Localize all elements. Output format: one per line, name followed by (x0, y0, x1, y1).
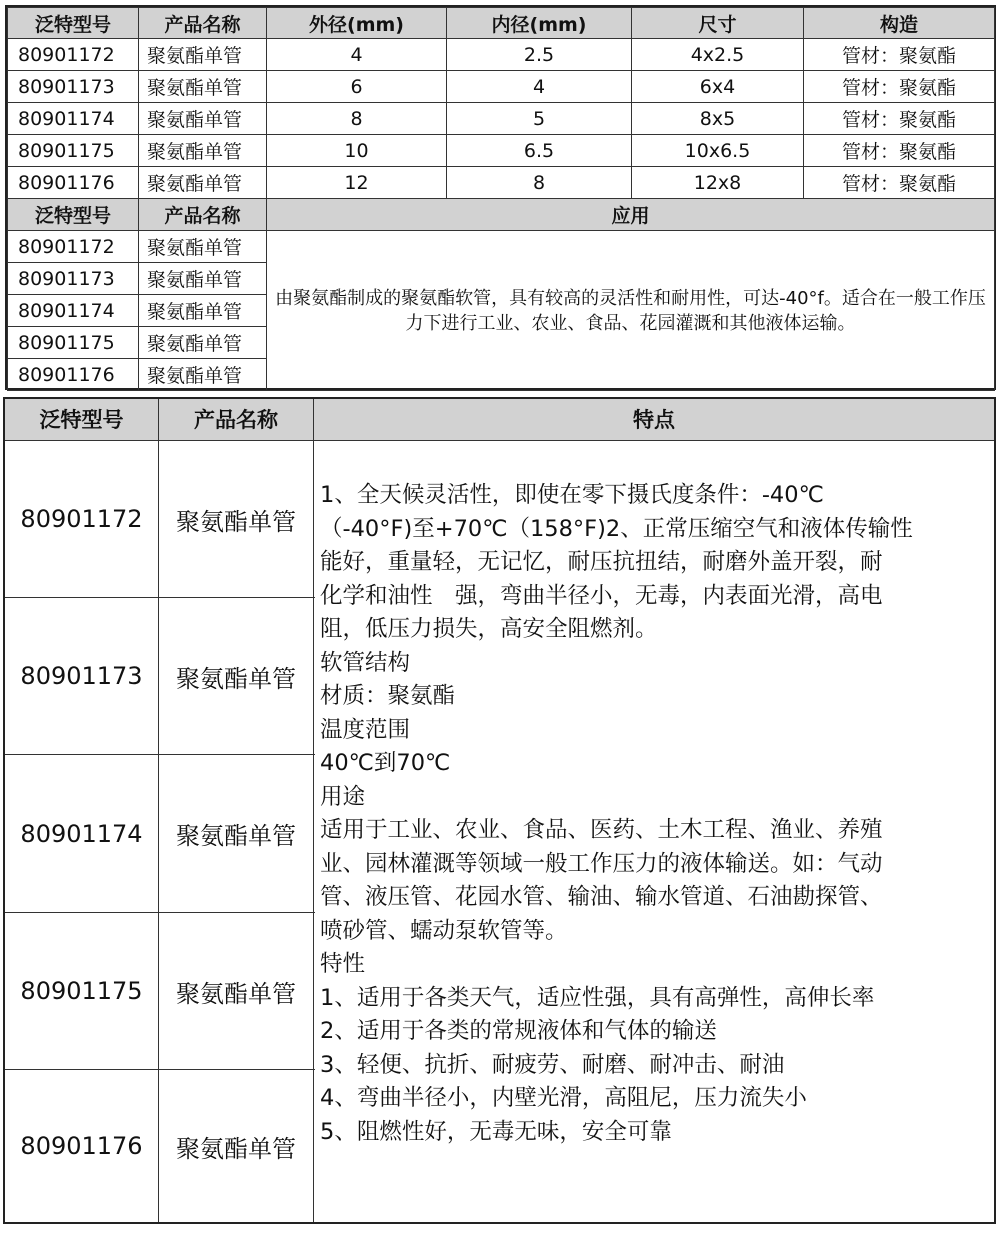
header-product-name: 产品名称 (139, 8, 267, 39)
model-cell: 80901172 (8, 231, 139, 263)
feature-line: 3、轻便、抗折、耐疲劳、耐磨、耐冲击、耐油 (320, 1051, 785, 1078)
product-name-cell: 聚氨酯单管 (176, 1134, 296, 1163)
header-application: 应用 (267, 199, 995, 231)
model-cell: 80901173 (20, 662, 143, 690)
feature-line: 4、弯曲半径小，内壁光滑，高阻尼，压力流失小 (320, 1085, 807, 1111)
features-header-row (5, 399, 994, 441)
inner-diameter-cell: 4 (447, 71, 632, 103)
model-cell: 80901175 (20, 977, 143, 1005)
header-inner-diameter: 内径(mm) (447, 8, 632, 39)
feature-line: （-40°F)至+70℃（158°F)2、正常压缩空气和液体传输性 (320, 515, 913, 542)
model-cell: 80901176 (8, 167, 139, 199)
features-text (320, 479, 980, 1149)
feature-line: 能好，重量轻，无记忆，耐压抗扭结，耐磨外盖开裂，耐 (320, 549, 883, 575)
feature-line: 软管结构 (320, 649, 411, 676)
construction-cell: 管材：聚氨酯 (804, 39, 995, 71)
table-row (5, 1070, 315, 1222)
feature-line: 1、全天候灵活性，即使在零下摄氏度条件：-40℃ (320, 482, 824, 508)
feature-line: 管、液压管、花园水管、输油、输水管道、石油勘探管、 (320, 884, 883, 910)
header-product-name: 产品名称 (194, 408, 278, 432)
table-row (8, 39, 995, 71)
feature-line: 阻，低压力损失，高安全阻燃剂。 (320, 616, 658, 642)
model-cell: 80901176 (8, 359, 139, 391)
feature-line: 2、适用于各类的常规液体和气体的输送 (320, 1018, 717, 1044)
spec-header-row (8, 8, 995, 39)
feature-line: 5、阻燃性好，无毒无味，安全可靠 (320, 1118, 672, 1145)
product-name-cell: 聚氨酯单管 (139, 295, 267, 327)
table-row (8, 231, 995, 263)
product-name-cell: 聚氨酯单管 (176, 664, 296, 693)
model-cell: 80901175 (8, 327, 139, 359)
features-table (3, 397, 996, 1224)
inner-diameter-cell: 6.5 (447, 135, 632, 167)
product-name-cell: 聚氨酯单管 (139, 231, 267, 263)
outer-diameter-cell: 8 (267, 103, 447, 135)
size-cell: 6x4 (632, 71, 804, 103)
header-features: 特点 (633, 408, 675, 432)
product-name-cell: 聚氨酯单管 (176, 979, 296, 1008)
table-row (5, 598, 315, 755)
feature-line: 40℃到70℃ (320, 750, 451, 776)
header-size: 尺寸 (632, 8, 804, 39)
application-header-row (8, 199, 995, 231)
header-model: 泛特型号 (39, 408, 124, 432)
size-cell: 8x5 (632, 103, 804, 135)
table-row (8, 71, 995, 103)
table-row (5, 441, 315, 598)
table-row (8, 135, 995, 167)
product-name-cell: 聚氨酯单管 (139, 71, 267, 103)
product-name-cell: 聚氨酯单管 (139, 263, 267, 295)
spec-table (5, 5, 996, 390)
feature-line: 业、园林灌溉等领域一般工作压力的液体输送。如：气动 (320, 850, 883, 877)
header-product-name: 产品名称 (139, 199, 267, 231)
size-cell: 10x6.5 (632, 135, 804, 167)
outer-diameter-cell: 12 (267, 167, 447, 199)
model-cell: 80901174 (20, 819, 143, 848)
feature-line: 温度范围 (320, 716, 411, 743)
feature-line: 适用于工业、农业、食品、医药、土木工程、渔业、养殖 (320, 817, 883, 843)
product-name-cell: 聚氨酯单管 (176, 507, 296, 536)
inner-diameter-cell: 8 (447, 167, 632, 199)
model-cell: 80901174 (8, 103, 139, 135)
model-cell: 80901174 (8, 295, 139, 327)
product-name-cell: 聚氨酯单管 (139, 135, 267, 167)
inner-diameter-cell: 5 (447, 103, 632, 135)
model-cell: 80901173 (8, 263, 139, 295)
model-cell: 80901172 (8, 39, 139, 71)
table-row (8, 167, 995, 199)
product-name-cell: 聚氨酯单管 (176, 822, 296, 850)
model-cell: 80901173 (8, 71, 139, 103)
inner-diameter-cell: 2.5 (447, 39, 632, 71)
outer-diameter-cell: 6 (267, 71, 447, 103)
header-model: 泛特型号 (8, 8, 139, 39)
table-row (8, 103, 995, 135)
feature-line: 化学和油性 强，弯曲半径小，无毒，内表面光滑，高电 (320, 582, 883, 609)
construction-cell: 管材：聚氨酯 (804, 167, 995, 199)
feature-line: 特性 (320, 951, 366, 977)
table-row (5, 755, 315, 913)
feature-line: 用途 (320, 783, 366, 810)
product-name-cell: 聚氨酯单管 (139, 103, 267, 135)
product-name-cell: 聚氨酯单管 (139, 167, 267, 199)
header-construction: 构造 (804, 8, 995, 39)
model-cell: 80901175 (8, 135, 139, 167)
construction-cell: 管材：聚氨酯 (804, 71, 995, 103)
header-outer-diameter: 外径(mm) (267, 8, 447, 39)
construction-cell: 管材：聚氨酯 (804, 135, 995, 167)
table-row (5, 913, 315, 1070)
product-name-cell: 聚氨酯单管 (139, 327, 267, 359)
construction-cell: 管材：聚氨酯 (804, 103, 995, 135)
application-text: 由聚氨酯制成的聚氨酯软管，具有较高的灵活性和耐用性，可达-40°f。适合在一般工作压力下进行工业、农业、食品、花园灌溉和其他液体运输。 (267, 231, 995, 391)
product-name-cell: 聚氨酯单管 (139, 359, 267, 391)
model-cell: 80901176 (20, 1132, 143, 1160)
size-cell: 12x8 (632, 167, 804, 199)
header-model: 泛特型号 (8, 199, 139, 231)
feature-line: 喷砂管、蠕动泵软管等。 (320, 917, 568, 944)
feature-line: 1、适用于各类天气，适应性强，具有高弹性，高伸长率 (320, 984, 875, 1011)
model-cell: 80901172 (20, 505, 143, 533)
feature-line: 材质：聚氨酯 (320, 683, 456, 709)
outer-diameter-cell: 10 (267, 135, 447, 167)
outer-diameter-cell: 4 (267, 39, 447, 71)
size-cell: 4x2.5 (632, 39, 804, 71)
product-name-cell: 聚氨酯单管 (139, 39, 267, 71)
